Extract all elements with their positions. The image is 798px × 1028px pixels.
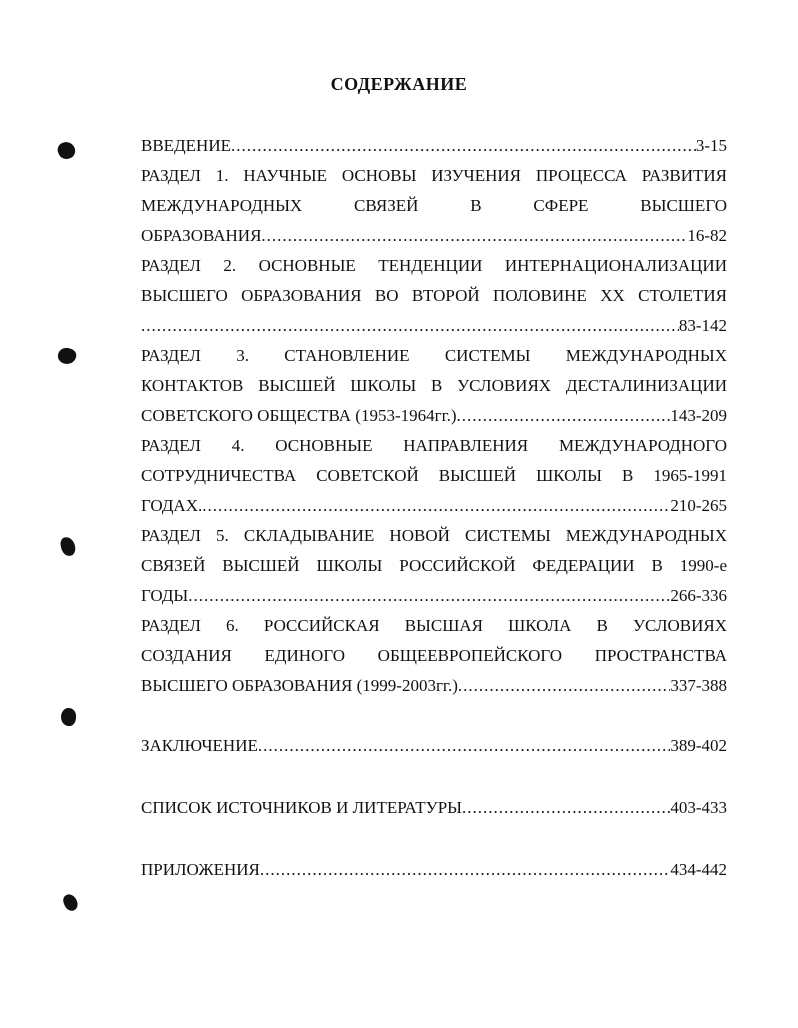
toc-entry-line: РАЗДЕЛ 6. РОССИЙСКАЯ ВЫСШАЯ ШКОЛА В УСЛОВИЯХ [141, 616, 727, 635]
toc-entry-pages: 143-209 [670, 406, 727, 425]
dot-leader [458, 671, 670, 701]
toc-entry-bibliography [141, 793, 727, 823]
dot-leader [261, 221, 687, 251]
toc-entry-label: ОБРАЗОВАНИЯ [141, 226, 262, 245]
dot-leader [231, 131, 696, 161]
toc-entry-pages: 3-15 [695, 136, 727, 155]
hole-punch-mark [59, 536, 76, 557]
toc-entry-section-4-last [141, 491, 727, 521]
dot-leader [462, 793, 670, 823]
dot-leader [202, 491, 670, 521]
toc-entry-section-6-last [141, 671, 727, 701]
table-of-contents [141, 131, 727, 885]
toc-entry-label: ЗАКЛЮЧЕНИЕ [141, 736, 258, 755]
dot-leader [258, 731, 670, 761]
toc-entry-pages: 210-265 [670, 496, 727, 515]
dot-leader [260, 855, 670, 885]
toc-entry-pages: 389-402 [670, 736, 727, 755]
toc-entry-section-2-last [141, 311, 727, 341]
spacer [141, 701, 727, 731]
page-title: СОДЕРЖАНИЕ [330, 74, 468, 94]
toc-entry-line: РАЗДЕЛ 2. ОСНОВНЫЕ ТЕНДЕНЦИИ ИНТЕРНАЦИОНАЛИЗАЦИИ [141, 256, 727, 275]
toc-entry-line: СОТРУДНИЧЕСТВА СОВЕТСКОЙ ВЫСШЕЙ ШКОЛЫ В 1965-1991 [141, 466, 727, 485]
dot-leader [457, 401, 671, 431]
toc-entry-line: РАЗДЕЛ 5. СКЛАДЫВАНИЕ НОВОЙ СИСТЕМЫ МЕЖДУНАРОДНЫХ [141, 526, 727, 545]
toc-entry-line: КОНТАКТОВ ВЫСШЕЙ ШКОЛЫ В УСЛОВИЯХ ДЕСТАЛИНИЗАЦИИ [141, 376, 727, 395]
toc-entry-section-3-last [141, 401, 727, 431]
toc-entry-pages: 16-82 [687, 226, 727, 245]
toc-entry-line: РАЗДЕЛ 4. ОСНОВНЫЕ НАПРАВЛЕНИЯ МЕЖДУНАРОДНОГО [141, 436, 727, 455]
toc-entry-line: СОЗДАНИЯ ЕДИНОГО ОБЩЕЕВРОПЕЙСКОГО ПРОСТРАНСТВА [141, 646, 727, 665]
hole-punch-mark [60, 707, 77, 726]
toc-entry-line: СВЯЗЕЙ ВЫСШЕЙ ШКОЛЫ РОССИЙСКОЙ ФЕДЕРАЦИИ В 1990-е [141, 556, 727, 575]
toc-entry-section-1-last [141, 221, 727, 251]
toc-entry-label: СОВЕТСКОГО ОБЩЕСТВА (1953-1964гг.) [141, 406, 457, 425]
toc-entry-pages: 337-388 [670, 676, 727, 695]
toc-entry-label: СПИСОК ИСТОЧНИКОВ И ЛИТЕРАТУРЫ [141, 798, 462, 817]
toc-entry-label: ВВЕДЕНИЕ [141, 136, 231, 155]
spacer [141, 823, 727, 855]
toc-entry-pages: 83-142 [678, 316, 727, 335]
dot-leader [188, 581, 670, 611]
toc-entry-conclusion [141, 731, 727, 761]
toc-entry-introduction [141, 131, 727, 161]
toc-entry-appendices [141, 855, 727, 885]
toc-entry-line: ВЫСШЕГО ОБРАЗОВАНИЯ ВО ВТОРОЙ ПОЛОВИНЕ XX СТОЛЕТИЯ [141, 286, 727, 305]
toc-entry-line: МЕЖДУНАРОДНЫХ СВЯЗЕЙ В СФЕРЕ ВЫСШЕГО [141, 196, 727, 215]
toc-entry-label: ГОДАХ. [141, 496, 203, 515]
toc-entry-pages: 403-433 [670, 798, 727, 817]
toc-entry-section-5-last [141, 581, 727, 611]
toc-entry-label: ПРИЛОЖЕНИЯ [141, 860, 260, 879]
hole-punch-mark [56, 346, 78, 366]
toc-entry-pages: 266-336 [670, 586, 727, 605]
hole-punch-mark [61, 892, 80, 913]
spacer [141, 761, 727, 793]
toc-entry-label: ВЫСШЕГО ОБРАЗОВАНИЯ (1999-2003гг.) [141, 676, 458, 695]
toc-entry-label: ГОДЫ [141, 586, 189, 605]
toc-entry-pages: 434-442 [670, 860, 727, 879]
dot-leader [141, 311, 679, 341]
hole-punch-mark [56, 140, 78, 162]
toc-entry-line: РАЗДЕЛ 3. СТАНОВЛЕНИЕ СИСТЕМЫ МЕЖДУНАРОДНЫХ [141, 346, 727, 365]
toc-entry-line: РАЗДЕЛ 1. НАУЧНЫЕ ОСНОВЫ ИЗУЧЕНИЯ ПРОЦЕССА РАЗВИТИЯ [141, 166, 727, 185]
